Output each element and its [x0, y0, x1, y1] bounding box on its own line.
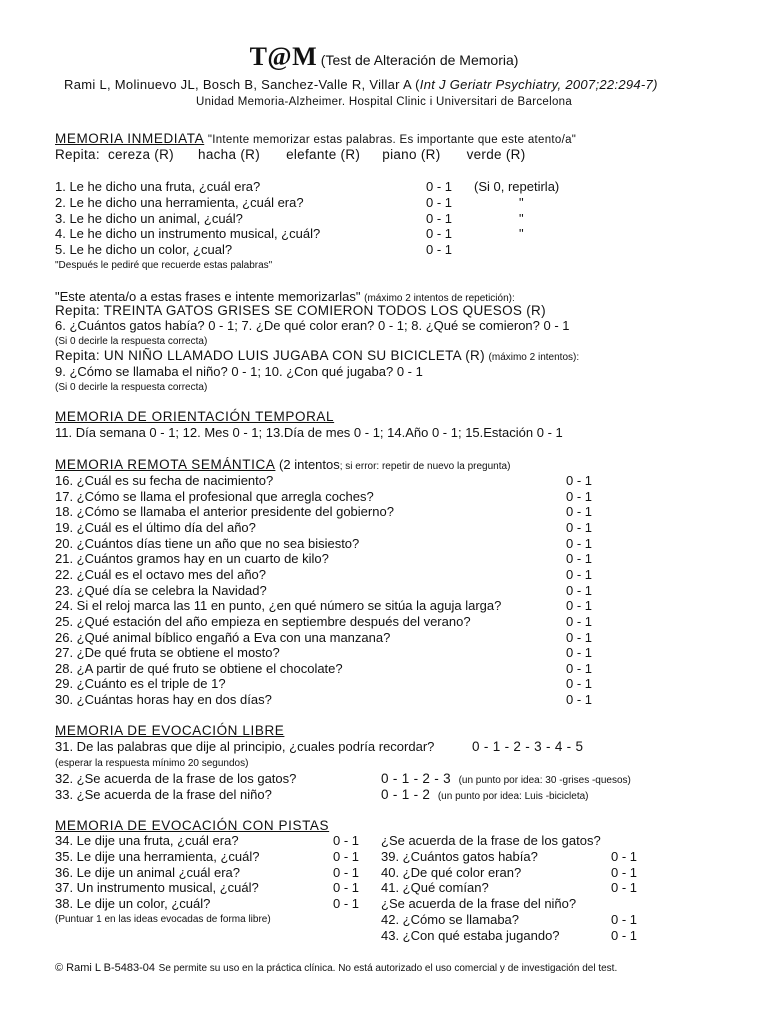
score-option: 0 - 1	[566, 473, 593, 488]
score-option: 0 - 1	[611, 928, 638, 943]
item-33-note: (un punto por idea: Luis -bicicleta)	[437, 791, 589, 802]
score-option: 0 - 1	[566, 630, 593, 645]
list-item: 30. ¿Cuántas horas hay en dos días?	[55, 692, 272, 707]
phrase-2-note: (Si 0 decirle la respuesta correcta)	[55, 382, 208, 393]
list-item: 17. ¿Cómo se llama el profesional que arregla coches?	[55, 489, 374, 504]
phrase-2-items: 9. ¿Cómo se llamaba el niño? 0 - 1; 10. ¿Con qué jugaba? 0 - 1	[55, 364, 423, 379]
score-option: 0 - 1	[566, 583, 593, 598]
ditto-mark: "	[519, 226, 524, 241]
list-item: 4. Le he dicho un instrumento musical, ¿cuál?	[55, 226, 321, 241]
document-header	[0, 42, 768, 72]
list-item: 3. Le he dicho un animal, ¿cuál?	[55, 211, 243, 226]
item-31-note: (esperar la respuesta mínimo 20 segundos)	[55, 758, 249, 769]
score-option: 0 - 1	[333, 849, 360, 864]
phrase-1-items: 6. ¿Cuántos gatos había? 0 - 1; 7. ¿De qué color eran? 0 - 1; 8. ¿Qué se comieron? 0 - 1	[55, 318, 570, 333]
score-option: 0 - 1	[611, 912, 638, 927]
list-item: 1. Le he dicho una fruta, ¿cuál era?	[55, 179, 261, 194]
item-32: 32. ¿Se acuerda de la frase de los gatos?	[55, 771, 297, 786]
usage-notice: Se permite su uso en la práctica clínica. No está autorizado el uso comercial y de investigación del test.	[158, 963, 618, 974]
after-note: "Después le pediré que recuerde estas palabras"	[55, 260, 273, 271]
score-option: 0 - 1	[566, 598, 593, 613]
phrase-2-max: (máximo 2 intentos):	[488, 352, 580, 363]
score-option: 0 - 1	[566, 692, 593, 707]
score-option: 0 - 1	[566, 504, 593, 519]
score-option: 0 - 1	[333, 896, 360, 911]
section-heading-inmediata: MEMORIA INMEDIATA	[55, 131, 205, 146]
remota-note: ; si error: repetir de nuevo la pregunta)	[339, 461, 511, 472]
list-item: 16. ¿Cuál es su fecha de nacimiento?	[55, 473, 274, 488]
list-item: 39. ¿Cuántos gatos había?	[381, 849, 538, 864]
list-item: 29. ¿Cuánto es el triple de 1?	[55, 676, 226, 691]
list-item: 38. Le dije un color, ¿cuál?	[55, 896, 211, 911]
list-item: 36. Le dije un animal ¿cuál era?	[55, 865, 241, 880]
score-option: 0 - 1	[566, 661, 593, 676]
phrases-instruction: "Este atenta/o a estas frases e intente memorizarlas"	[55, 289, 361, 304]
phrase-1: Repita: TREINTA GATOS GRISES SE COMIERON TODOS LOS QUESOS (R)	[55, 303, 546, 318]
list-item: 37. Un instrumento musical, ¿cuál?	[55, 880, 259, 895]
score-option: 0 - 1	[426, 195, 453, 210]
word-4: piano (R)	[382, 147, 441, 162]
list-item: 40. ¿De qué color eran?	[381, 865, 522, 880]
list-item: 2. Le he dicho una herramienta, ¿cuál era?	[55, 195, 304, 210]
word-2: hacha (R)	[198, 147, 260, 162]
repeat-prefix: Repita:	[55, 147, 100, 162]
test-title: T@M	[249, 42, 318, 71]
footer	[55, 959, 617, 977]
list-item: 18. ¿Cómo se llamaba el anterior presidente del gobierno?	[55, 504, 394, 519]
item-note: (Si 0, repetirla)	[474, 179, 560, 194]
inmediata-heading-line	[55, 131, 576, 149]
test-subtitle: (Test de Alteración de Memoria)	[320, 52, 519, 68]
score-option: 0 - 1	[566, 520, 593, 535]
item-32-score-line	[381, 771, 631, 789]
word-3: elefante (R)	[286, 147, 361, 162]
score-option: 0 - 1	[566, 567, 593, 582]
section-heading-orientacion: MEMORIA DE ORIENTACIÓN TEMPORAL	[55, 409, 335, 424]
item-33-score-line	[381, 787, 588, 805]
score-option: 0 - 1	[566, 536, 593, 551]
list-item: 25. ¿Qué estación del año empieza en septiembre después del verano?	[55, 614, 471, 629]
list-item: 19. ¿Cuál es el último día del año?	[55, 520, 256, 535]
score-option: 0 - 1	[566, 676, 593, 691]
section-heading-libre: MEMORIA DE EVOCACIÓN LIBRE	[55, 723, 285, 738]
list-item: 42. ¿Cómo se llamaba?	[381, 912, 520, 927]
score-option: 0 - 1	[426, 226, 453, 241]
ditto-mark: "	[519, 195, 524, 210]
pistas-left-note: (Puntuar 1 en las ideas evocadas de forma libre)	[55, 914, 271, 925]
institution: Unidad Memoria-Alzheimer. Hospital Clinic i Universitari de Barcelona	[195, 96, 573, 108]
score-option: 0 - 1	[426, 242, 453, 257]
list-item: 21. ¿Cuántos gramos hay en un cuarto de kilo?	[55, 551, 329, 566]
orientacion-items: 11. Día semana 0 - 1; 12. Mes 0 - 1; 13.Día de mes 0 - 1; 14.Año 0 - 1; 15.Estación 0 - 1	[55, 425, 563, 440]
list-item: 27. ¿De qué fruta se obtiene el mosto?	[55, 645, 280, 660]
score-option: 0 - 1	[611, 865, 638, 880]
pistas-right-heading-gatos: ¿Se acuerda de la frase de los gatos?	[381, 833, 601, 848]
journal-citation: Int J Geriatr Psychiatry, 2007;22:294-7)	[419, 77, 658, 92]
item-31-score: 0 - 1 - 2 - 3 - 4 - 5	[472, 739, 584, 754]
repeat-words-line	[55, 147, 526, 163]
item-32-score: 0 - 1 - 2 - 3	[381, 771, 451, 786]
section-heading-remota: MEMORIA REMOTA SEMÁNTICA	[55, 457, 276, 472]
phrases-max: (máximo 2 intentos de repetición):	[364, 293, 515, 304]
score-option: 0 - 1	[611, 849, 638, 864]
list-item: 20. ¿Cuántos días tiene un año que no sea bisiesto?	[55, 536, 360, 551]
score-option: 0 - 1	[333, 833, 360, 848]
score-option: 0 - 1	[566, 614, 593, 629]
score-option: 0 - 1	[566, 645, 593, 660]
list-item: 35. Le dije una herramienta, ¿cuál?	[55, 849, 260, 864]
score-option: 0 - 1	[566, 551, 593, 566]
list-item: 41. ¿Qué comían?	[381, 880, 489, 895]
score-option: 0 - 1	[566, 489, 593, 504]
phrase-2-line	[55, 348, 579, 366]
list-item: 34. Le dije una fruta, ¿cuál era?	[55, 833, 239, 848]
pistas-right-heading-nino: ¿Se acuerda de la frase del niño?	[381, 896, 577, 911]
phrase-1-note: (Si 0 decirle la respuesta correcta)	[55, 336, 208, 347]
ditto-mark: "	[519, 211, 524, 226]
score-option: 0 - 1	[426, 179, 453, 194]
remota-intentos: (2 intentos	[279, 457, 340, 472]
list-item: 22. ¿Cuál es el octavo mes del año?	[55, 567, 267, 582]
list-item: 43. ¿Con qué estaba jugando?	[381, 928, 560, 943]
word-1: cereza (R)	[107, 147, 174, 162]
list-item: 23. ¿Qué día se celebra la Navidad?	[55, 583, 267, 598]
item-32-note: (un punto por idea: 30 -grises -quesos)	[458, 775, 631, 786]
title-line	[0, 42, 768, 72]
score-option: 0 - 1	[333, 880, 360, 895]
word-5: verde (R)	[466, 147, 526, 162]
copyright: © Rami L B-5483-04	[55, 962, 156, 974]
item-31: 31. De las palabras que dije al principio, ¿cuales podría recordar?	[55, 739, 435, 754]
list-item: 28. ¿A partir de qué fruto se obtiene el chocolate?	[55, 661, 343, 676]
score-option: 0 - 1	[333, 865, 360, 880]
section-heading-pistas: MEMORIA DE EVOCACIÓN CON PISTAS	[55, 818, 330, 833]
score-option: 0 - 1	[426, 211, 453, 226]
list-item: 24. Si el reloj marca las 11 en punto, ¿en qué número se sitúa la aguja larga?	[55, 598, 502, 613]
remota-heading-line	[55, 457, 510, 475]
item-33: 33. ¿Se acuerda de la frase del niño?	[55, 787, 272, 802]
list-item: 5. Le he dicho un color, ¿cual?	[55, 242, 233, 257]
inmediata-instruction: "Intente memorizar estas palabras. Es importante que este atento/a"	[207, 134, 577, 146]
phrase-2: Repita: UN NIÑO LLAMADO LUIS JUGABA CON SU BICICLETA (R)	[55, 348, 485, 363]
authors-line	[64, 77, 658, 93]
list-item: 26. ¿Qué animal bíblico engañó a Eva con una manzana?	[55, 630, 391, 645]
score-option: 0 - 1	[611, 880, 638, 895]
authors: Rami L, Molinuevo JL, Bosch B, Sanchez-Valle R, Villar A (	[64, 77, 420, 92]
item-33-score: 0 - 1 - 2	[381, 787, 431, 802]
